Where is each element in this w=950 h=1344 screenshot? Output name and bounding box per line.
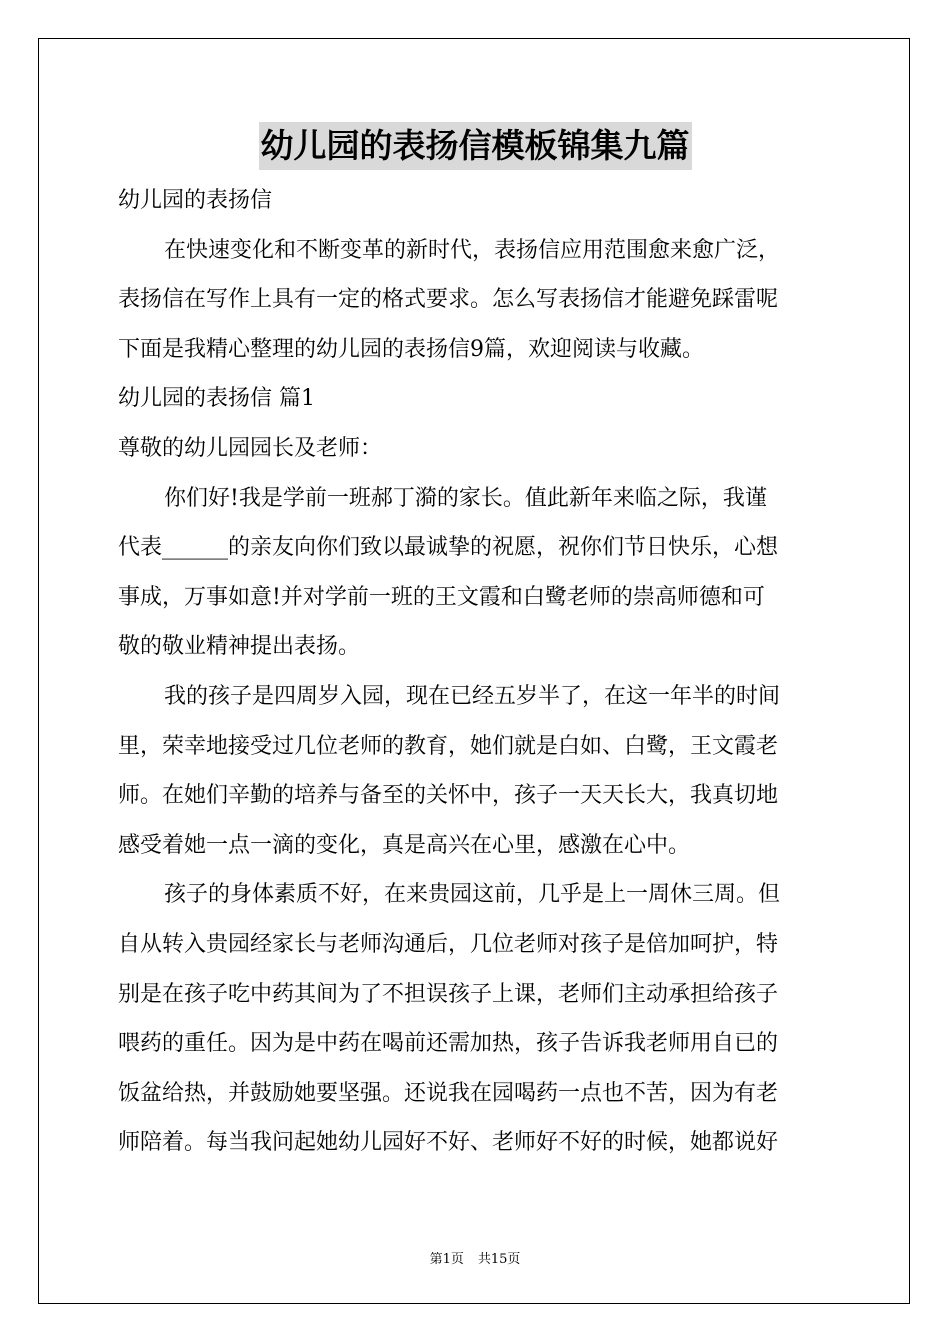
text-line: 孩子的身体素质不好，在来贵园这前，几乎是上一周休三周。但 xyxy=(164,882,781,908)
text-line: 喂药的重任。因为是中药在喝前还需加热，孩子告诉我老师用自已的 xyxy=(118,1031,779,1057)
text-line: 在快速变化和不断变革的新时代，表扬信应用范围愈来愈广泛， xyxy=(164,237,781,263)
text-line: 事成，万事如意!并对学前一班的王文霞和白鹭老师的崇高师德和可 xyxy=(118,584,765,610)
document-title: 幼儿园的表扬信模板锦集九篇 xyxy=(259,122,692,170)
text-line: 下面是我精心整理的幼儿园的表扬信9篇，欢迎阅读与收藏。 xyxy=(118,336,704,362)
document-body xyxy=(118,176,834,1168)
section-heading: 幼儿园的表扬信 xyxy=(118,188,273,213)
text-line: 表扬信在写作上具有一定的格式要求。怎么写表扬信才能避免踩雷呢 xyxy=(118,287,779,313)
salutation: 尊敬的幼儿园园长及老师： xyxy=(118,435,383,461)
page-number: 第1页 xyxy=(429,1252,464,1267)
text-line: 里，荣幸地接受过几位老师的教育，她们就是白如、白鹭，王文霞老 xyxy=(118,733,779,759)
text-line: 你们好!我是学前一班郝丁漪的家长。值此新年来临之际，我谨 xyxy=(164,485,767,511)
text-line: 代表______的亲友向你们致以最诚挚的祝愿，祝你们节日快乐，心想 xyxy=(118,535,779,561)
text-line: 师。在她们辛勤的培养与备至的关怀中，孩子一天天长大，我真切地 xyxy=(118,783,779,809)
title-container xyxy=(0,122,950,170)
text-line: 自从转入贵园经家长与老师沟通后，几位老师对孩子是倍加呵护，特 xyxy=(118,931,779,957)
text-line: 饭盆给热，并鼓励她要坚强。还说我在园喝药一点也不苦，因为有老 xyxy=(118,1080,779,1106)
page-footer xyxy=(0,1248,950,1267)
page-total: 共15页 xyxy=(477,1252,521,1267)
text-line: 我的孩子是四周岁入园，现在已经五岁半了，在这一年半的时间 xyxy=(164,683,781,709)
text-line: 师陪着。每当我问起她幼儿园好不好、老师好不好的时候，她都说好 xyxy=(118,1130,779,1156)
text-line: 敬的敬业精神提出表扬。 xyxy=(118,634,361,660)
text-line: 感受着她一点一滴的变化，真是高兴在心里，感激在心中。 xyxy=(118,832,691,858)
text-line: 别是在孩子吃中药其间为了不担误孩子上课，老师们主动承担给孩子 xyxy=(118,981,779,1007)
section-heading: 幼儿园的表扬信 篇1 xyxy=(118,386,315,412)
